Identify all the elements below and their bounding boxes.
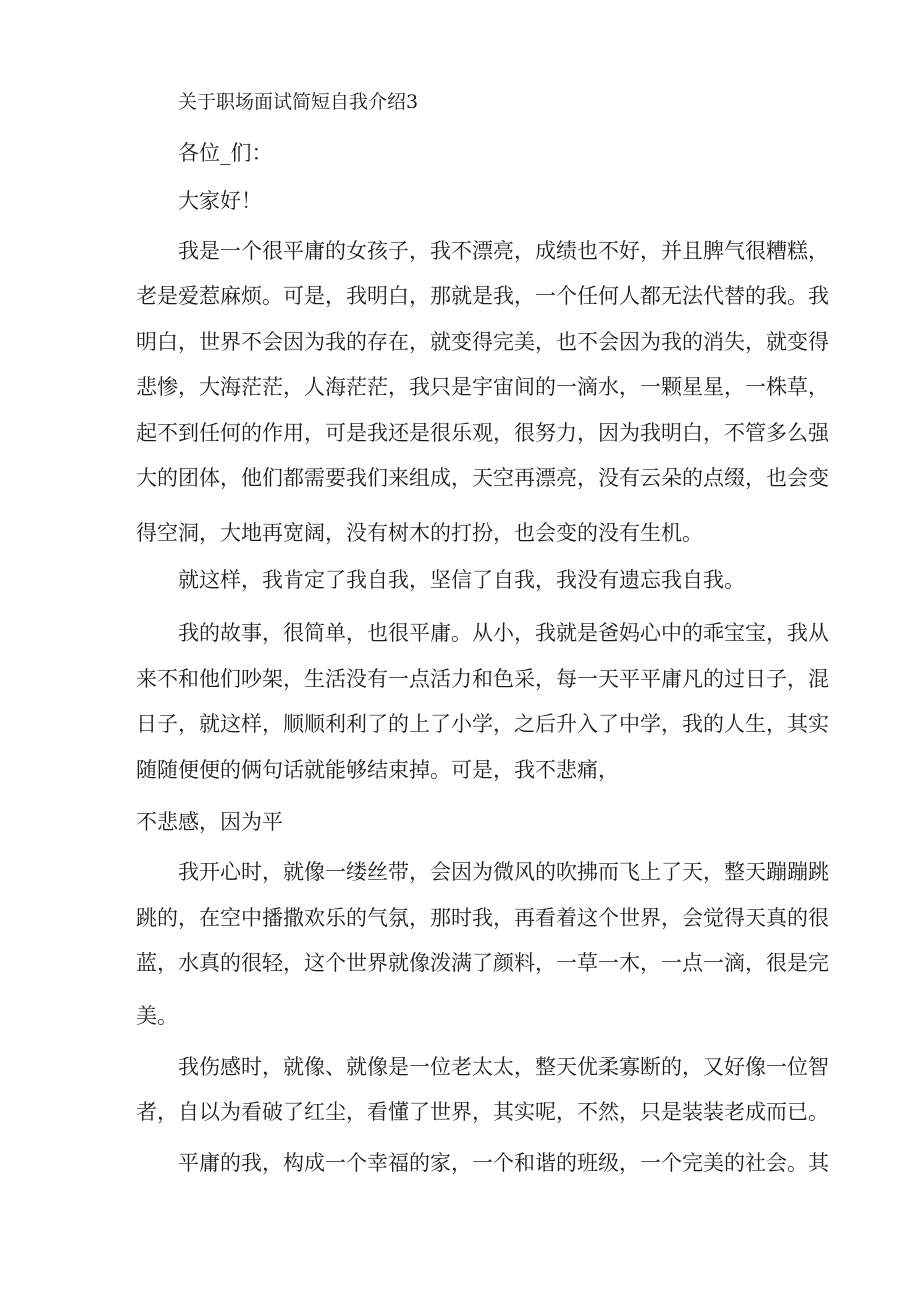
paragraph-line: 老是爱惹麻烦。可是，我明白，那就是我，一个任何人都无法代替的我。我 [136, 284, 829, 308]
document-title: 关于职场面试简短自我介绍3 [178, 91, 419, 113]
paragraph-line: 我伤感时，就像、就像是一位老太太，整天优柔寡断的，又好像一位智 [178, 1055, 829, 1079]
paragraph-line: 蓝，水真的很轻，这个世界就像泼满了颜料，一草一木，一点一滴，很是完 [136, 951, 829, 975]
paragraph-line: 美。 [136, 1004, 178, 1028]
paragraph-line: 我的故事，很简单，也很平庸。从小，我就是爸妈心中的乖宝宝，我从 [178, 621, 829, 645]
paragraph-line: 随随便便的俩句话就能够结束掉。可是，我不悲痛， [136, 758, 619, 782]
salutation: 各位_们： [178, 141, 273, 165]
paragraph-line: 不悲感，因为平 [136, 810, 283, 834]
paragraph-line: 日子，就这样，顺顺利利了的上了小学，之后升入了中学，我的人生，其实 [136, 712, 829, 736]
paragraph-line: 起不到任何的作用，可是我还是很乐观，很努力，因为我明白，不管多么强 [136, 421, 829, 445]
paragraph-line: 就这样，我肯定了我自我，坚信了自我，我没有遗忘我自我。 [178, 568, 745, 592]
paragraph-line: 跳的，在空中播撒欢乐的气氛，那时我，再看着这个世界，会觉得天真的很 [136, 906, 829, 930]
paragraph-line: 我是一个很平庸的女孩子，我不漂亮，成绩也不好，并且脾气很糟糕， [178, 239, 829, 263]
greeting: 大家好！ [178, 189, 262, 213]
paragraph-line: 悲惨，大海茫茫，人海茫茫，我只是宇宙间的一滴水，一颗星星，一株草， [136, 375, 829, 399]
paragraph-line: 我开心时，就像一缕丝带，会因为微风的吹拂而飞上了天，整天蹦蹦跳 [178, 860, 829, 884]
paragraph-line: 得空洞，大地再宽阔，没有树木的打扮，也会变的没有生机。 [136, 521, 703, 545]
paragraph-line: 平庸的我，构成一个幸福的家，一个和谐的班级，一个完美的社会。其 [178, 1151, 829, 1175]
paragraph-line: 明白，世界不会因为我的存在，就变得完美，也不会因为我的消失，就变得 [136, 330, 829, 354]
paragraph-line: 来不和他们吵架，生活没有一点活力和色采，每一天平平庸凡的过日子，混 [136, 667, 829, 691]
paragraph-line: 大的团体，他们都需要我们来组成，天空再漂亮，没有云朵的点缀，也会变 [136, 466, 829, 490]
paragraph-line: 者，自以为看破了红尘，看懂了世界，其实呢，不然，只是装装老成而已。 [136, 1100, 829, 1124]
